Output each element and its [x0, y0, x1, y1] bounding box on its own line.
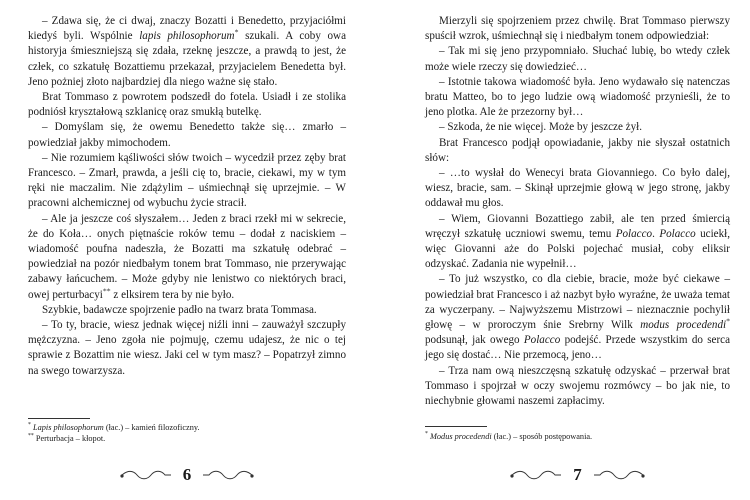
text-run: – …to wysłał do Wenecyi brata Giovanniego. Co było dalej, wiesz, bracie, sam. – Skinął uprzejmie głową w jego stronę, jakby oddawał mu głos.	[425, 167, 730, 210]
emphasis-text: Lapis philosophorum	[32, 423, 104, 432]
footnote	[28, 433, 346, 444]
text-run: – Ale ja jeszcze coś słyszałem… Jeden z braci rzekł mi w sekrecie, że do Koła… onych piętnaście roków temu – dodał z naciskiem – wiadomość poufna nadeszła, że Bozatti ma szkatułę odebrać – powiedział na pozór niedbałym tonem brat Tommaso, nie przerywając zabawy łańcuchem. – Może gdyby nie lenistwo co niektórych braci, owej perturbacyi	[28, 212, 346, 301]
text-run: – To ty, bracie, wiesz jednak więcej niźli inni – zauważył szczupły mężczyzna. – Jeno zgoła nie pojmuję, czemu udajesz, że nic o tej sprawie z Bozattim nie wiesz. Jaki cel w tym masz? – Popatrzył zimno na swego towarzysza.	[28, 319, 346, 377]
paragraph	[425, 166, 730, 212]
left-body-text	[28, 14, 346, 379]
text-run: Brat Tommaso z powrotem podszedł do fotela. Usiadł i ze stolika podniósł kryształową szklanicę oraz smukłą butelkę.	[28, 91, 346, 119]
footnote-marker: *	[28, 422, 31, 429]
paragraph	[28, 151, 346, 212]
text-run: – Domyślam się, że owemu Benedetto także się… zmarło – powiedział jakby mimochodem.	[28, 121, 346, 149]
text-run: – Zdawa się, że ci dwaj, znaczy Bozatti i Benedetto, przyjaciółmi kiedyś byli. Wspólnie	[28, 15, 346, 43]
flourish-left-icon	[509, 468, 563, 482]
right-footnotes	[425, 431, 730, 442]
paragraph	[28, 212, 346, 303]
right-folio	[425, 462, 730, 488]
paragraph	[28, 303, 346, 318]
footnote-marker: *	[425, 431, 428, 438]
text-run: z elksirem tera by nie było.	[110, 288, 235, 301]
text-run: .	[652, 227, 660, 240]
footnote-rule	[28, 418, 90, 419]
paragraph	[28, 318, 346, 379]
text-run: podsunął, jak owego	[425, 334, 524, 347]
paragraph	[28, 14, 346, 90]
text-run: uciekł, więc Giovanni aże do Polski pojechać musiał, coby eliksir odzyskać. Zadania nie wypełnił…	[425, 227, 730, 271]
text-run: (łac.) – kamień filozoficzny.	[103, 423, 200, 432]
page-number-left: 6	[182, 465, 192, 484]
text-run: podejść. Przede wszystkim do serca jego się dostać… Nie przemocą, jeno…	[425, 334, 731, 362]
footnote-rule	[425, 426, 487, 427]
left-folio	[28, 462, 346, 488]
footnote	[28, 422, 346, 433]
text-run: – Wiem, Giovanni Bozattiego zabił, ale ten przed śmiercią wręczył szkatułę uczniowi swemu, temu	[425, 212, 730, 240]
paragraph	[425, 364, 730, 410]
emphasis-text: lapis philosophorum	[139, 30, 235, 43]
paragraph	[425, 75, 730, 121]
text-run: – Istotnie takowa wiadomość była. Jeno wydawało się natenczas bratu Matteo, bo to jego ludzie ową wiadomość przynieśli, że to jeno plotka. Ale że przezorny był…	[425, 75, 730, 119]
text-run: – To już wszystko, co dla ciebie, bracie, może być ciekawe – powiedział brat Francesco i aż nazbyt było wyraźne, że uważa temat za wyczerpany. – Najwyższemu Mistrzowi – nieznacznie pochylił głowę – w proroczym śnie Srebrny Wilk	[425, 273, 730, 332]
flourish-left-icon	[119, 468, 173, 482]
right-body-text	[425, 14, 730, 409]
emphasis-text: Polacco	[615, 227, 653, 240]
paragraph	[425, 44, 730, 74]
paragraph	[28, 90, 346, 120]
text-run: Perturbacja – kłopot.	[33, 434, 106, 443]
text-run: – Nie rozumiem kąśliwości słów twoich – wycedził przez zęby brat Francesco. – Zmarł, prawda, a jeśli cię to, bracie, ciekawi, my w tym ręki nie maczalim. Nie zdążylim – uśmiechnął się uprzejmie. – W pracowni alchemicznej od wybuchu życie stracił.	[28, 151, 346, 210]
left-page	[28, 0, 346, 500]
text-run: – Trza nam ową nieszczęsną szkatułę odzyskać – przerwał brat Tommaso i spojrzał w oczy swojemu rozmówcy – bo jak nie, to niechybnie głowami naszemi zapłacimy.	[425, 364, 730, 408]
text-run: – Szkoda, że nie więcej. Może by jeszcze żył.	[439, 121, 642, 134]
text-run: Szybkie, badawcze spojrzenie padło na twarz brata Tommasa.	[42, 303, 317, 316]
paragraph	[425, 14, 730, 44]
emphasis-text: modus procedendi	[640, 319, 727, 332]
flourish-right-icon	[201, 468, 255, 482]
paragraph	[425, 272, 730, 363]
footnote-marker: *	[234, 27, 239, 37]
text-run: Mierzyli się spojrzeniem przez chwilę. Brat Tommaso pierwszy spuścił wzrok, uśmiechnął się i niedbałym tonem odpowiedział:	[425, 15, 730, 43]
paragraph	[425, 136, 730, 166]
footnote-marker: **	[102, 285, 111, 295]
emphasis-text: Modus procedendi	[429, 432, 492, 441]
emphasis-text: Polacco	[523, 334, 561, 347]
left-footnotes	[28, 422, 346, 444]
text-run: (łac.) – sposób postępowania.	[491, 432, 593, 441]
text-run: Brat Francesco podjął opowiadanie, jakby nie słyszał ostatnich słów:	[425, 136, 730, 164]
page-number-right: 7	[573, 465, 582, 484]
flourish-right-icon	[592, 468, 646, 482]
footnote	[425, 431, 730, 442]
emphasis-text: Polacco	[659, 227, 696, 240]
text-run: – Tak mi się jeno przypomniało. Słuchać lubię, bo wtedy człek może wiele rzeczy się dowiedzieć…	[425, 45, 730, 73]
right-page	[425, 0, 730, 500]
text-run: szukali. A coby owa historyja śmieszniejszą się zdała, rzeknę jeszcze, a prawdą to jest, że człek, co szkatułę Bozattiemu przekazał, przyjacielem Benedetta był. Jeno pożniej złoto najbardziej dla niego ważne się stało.	[28, 30, 346, 88]
paragraph	[425, 120, 730, 135]
paragraph	[425, 212, 730, 273]
paragraph	[28, 120, 346, 150]
footnote-marker: *	[726, 316, 730, 326]
footnote-marker: **	[28, 433, 34, 440]
